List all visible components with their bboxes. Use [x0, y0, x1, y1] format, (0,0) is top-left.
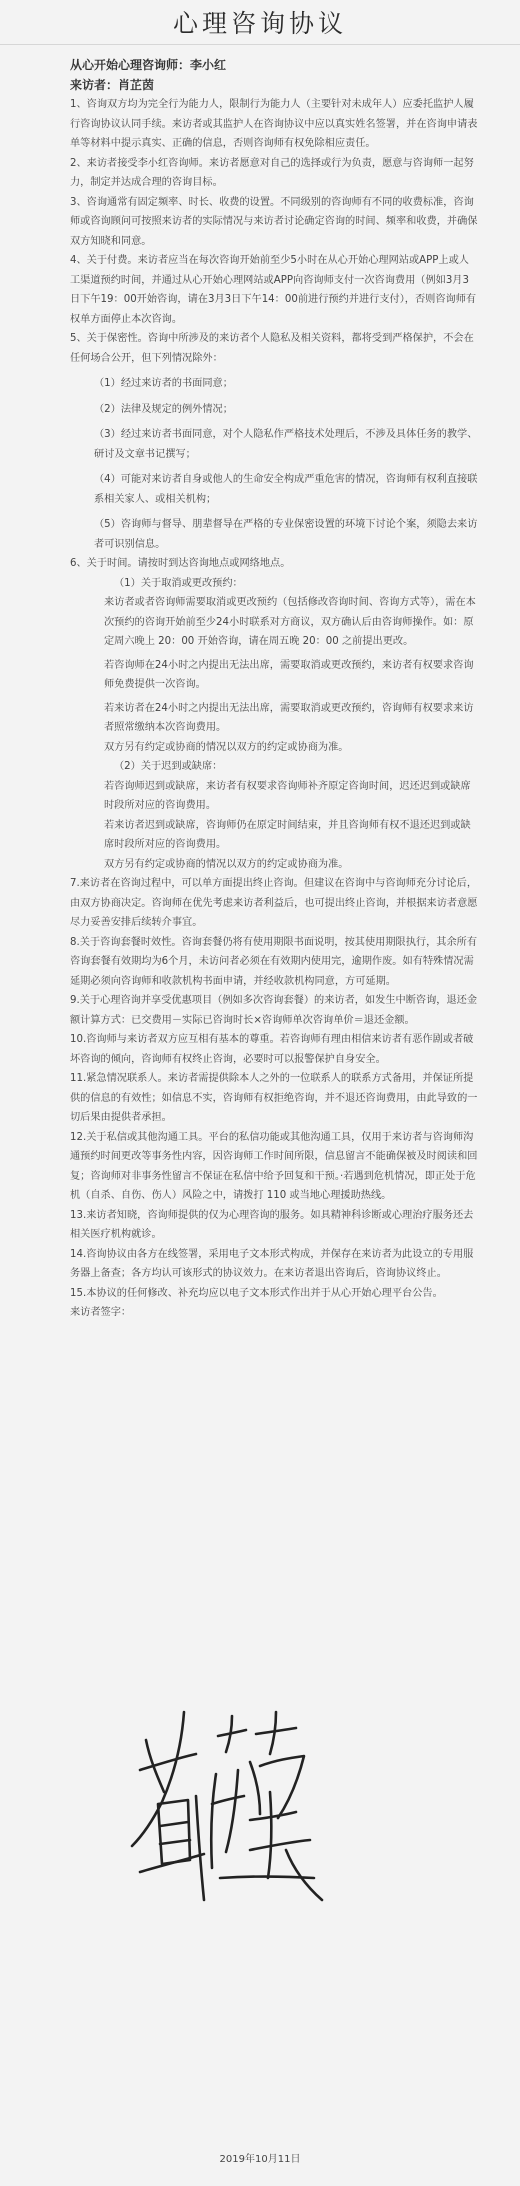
clause-6-paragraph: 双方另有约定或协商的情况以双方的约定或协商为准。	[104, 858, 349, 870]
clause-6-paragraph: 来访者或者咨询师需要取消或更改预约（包括修改咨询时间、咨询方式等），需在本次预约的咨询开始前至少24小时联系对方商议，双方确认后由咨询师操作。如：原定周六晚上 20：00 开始咨询，请在周五晚 20：00 之前提出更改。	[104, 597, 476, 647]
clause-6-paragraph: 若来访者迟到或缺席，咨询师仍在原定时间结束，并且咨询师有权不退还迟到或缺席时段所对应的咨询费用。	[104, 819, 471, 850]
clause-15: 15.本协议的任何修改、补充均应以电子文本形式作出并于从心开始心理平台公告。	[70, 1287, 443, 1299]
clause-6-paragraph: 双方另有约定或协商的情况以双方的约定或协商为准。	[104, 741, 349, 753]
clause-6-paragraph: 若来访者在24小时之内提出无法出席，需要取消或更改预约，咨询师有权要求来访者照常缴纳本次咨询费用。	[104, 702, 474, 733]
confidentiality-item: （5）咨询师与督导、朋辈督导在严格的专业保密设置的环境下讨论个案，须隐去来访者可识别信息。	[94, 519, 478, 550]
confidentiality-item: （3）经过来访者书面同意，对个人隐私作严格技术处理后，不涉及具体任务的教学、研讨及文章书记撰写；	[94, 429, 478, 460]
counselor-line: 从心开始心理咨询师：李小红	[70, 58, 227, 72]
clause-11: 11.紧急情况联系人。来访者需提供除本人之外的一位联系人的联系方式备用，并保证所提供的信息的有效性；如信息不实，咨询师有权拒绝咨询，并不退还咨询费用，由此导致的一切后果由提供者承担。	[70, 1073, 478, 1123]
title-divider	[0, 44, 520, 45]
clause-3: 3、咨询通常有固定频率、时长、收费的设置。不同级别的咨询师有不同的收费标准，咨询师或咨询顾问可按照来访者的实际情况与来访者讨论确定咨询的时间、频率和收费，并确保双方知晓和同意。	[70, 196, 478, 247]
handwritten-signature	[100, 1700, 340, 1930]
confidentiality-item: （2）法律及规定的例外情况；	[94, 403, 233, 415]
clause-7: 7.来访者在咨询过程中，可以单方面提出终止咨询。但建议在咨询中与咨询师充分讨论后，由双方协商决定。咨询师在优先考虑来访者利益后，也可提出终止咨询，并根据来访者意愿尽力妥善安排后续转介事宜。	[70, 878, 478, 928]
clause-13: 13.来访者知晓，咨询师提供的仅为心理咨询的服务。如具精神科诊断或心理治疗服务还去相关医疗机构就诊。	[70, 1209, 474, 1240]
clause-1: 1、咨询双方均为完全行为能力人，限制行为能力人（主要针对未成年人）应委托监护人履行咨询协议认同手续。来访者或其监护人在咨询协议中应以真实姓名签署，并在咨询申请表单等材料中提示真实、正确的信息，否则咨询师有权免除相应责任。	[70, 99, 478, 149]
clause-6-sub-late: （2）关于迟到或缺席：	[114, 761, 223, 772]
signature-label: 来访者签字：	[70, 1307, 132, 1318]
agreement-body	[70, 56, 478, 1323]
clause-2: 2、来访者接受李小红咨询师。来访者愿意对自己的选择或行为负责，愿意与咨询师一起努力，制定并达成合理的咨询目标。	[70, 157, 474, 188]
clause-12: 12.关于私信或其他沟通工具。平台的私信功能或其他沟通工具，仅用于来访者与咨询师沟通预约时间更改等事务性内容，因咨询师工作时间所限，信息留言不能确保被及时阅读和回复；咨询师对非事务性留言不保证在私信中给予回复和干预。·若遇到危机情况，即正处于危机（自杀、自伤、伤人）风险之中，请拨打 110 或当地心理援助热线。	[70, 1131, 478, 1201]
clause-6-paragraph: 若咨询师迟到或缺席，来访者有权要求咨询师补齐原定咨询时间，迟还迟到或缺席时段所对应的咨询费用。	[104, 780, 471, 811]
signature-date: 2019年10月11日	[219, 2154, 301, 2165]
clause-8: 8.关于咨询套餐时效性。咨询套餐仍将有使用期限书面说明，按其使用期限执行，其余所有咨询套餐有效期均为6个月，未访问者必须在有效期内使用完，逾期作废。如有特殊情况需延期必须向咨询师和收款机构书面申请，并经收款机构同意，方可延期。	[70, 936, 478, 987]
clause-5: 5、关于保密性。咨询中所涉及的来访者个人隐私及相关资料，都将受到严格保护，不会在任何场合公开，但下列情况除外：	[70, 333, 474, 364]
clause-4: 4、关于付费。来访者应当在每次咨询开始前至少5小时在从心开始心理网站或APP上或人工渠道预约时间，并通过从心开始心理网站或APP向咨询师支付一次咨询费用（例如3月3日下午19：00开始咨询，请在3月3日下午14：00前进行预约并进行支付），否则咨询师有权单方面停止本次咨询。	[70, 255, 477, 325]
clause-6-paragraph: 若咨询师在24小时之内提出无法出席，需要取消或更改预约，来访者有权要求咨询师免费提供一次咨询。	[104, 659, 474, 690]
confidentiality-item: （1）经过来访者的书面同意；	[94, 378, 233, 389]
clause-9: 9.关于心理咨询并享受优惠项目（例如多次咨询套餐）的来访者，如发生中断咨询，退还金额计算方式：已交费用－实际已咨询时长×咨询师单次咨询单价＝退还金额。	[70, 995, 478, 1026]
page-title: 心理咨询协议	[172, 9, 347, 38]
clause-14: 14.咨询协议由各方在线签署，采用电子文本形式构成，并保存在来访者为此设立的专用服务器上备查；各方均认可该形式的协议效力。在来访者退出咨询后，咨询协议终止。	[70, 1248, 474, 1279]
confidentiality-item: （4）可能对来访者自身或他人的生命安全构成严重危害的情况，咨询师有权利直接联系相关家人、或相关机构；	[94, 474, 478, 505]
clause-10: 10.咨询师与来访者双方应互相有基本的尊重。若咨询师有理由相信来访者有恶作剧或者破坏咨询的倾向，咨询师有权终止咨询，必要时可以报警保护自身安全。	[70, 1034, 474, 1065]
client-line: 来访者：肖芷茵	[70, 77, 155, 92]
clause-6-sub-cancel: （1）关于取消或更改预约：	[114, 577, 243, 589]
clause-6-heading: 6、关于时间。请按时到达咨询地点或网络地点。	[70, 558, 291, 569]
